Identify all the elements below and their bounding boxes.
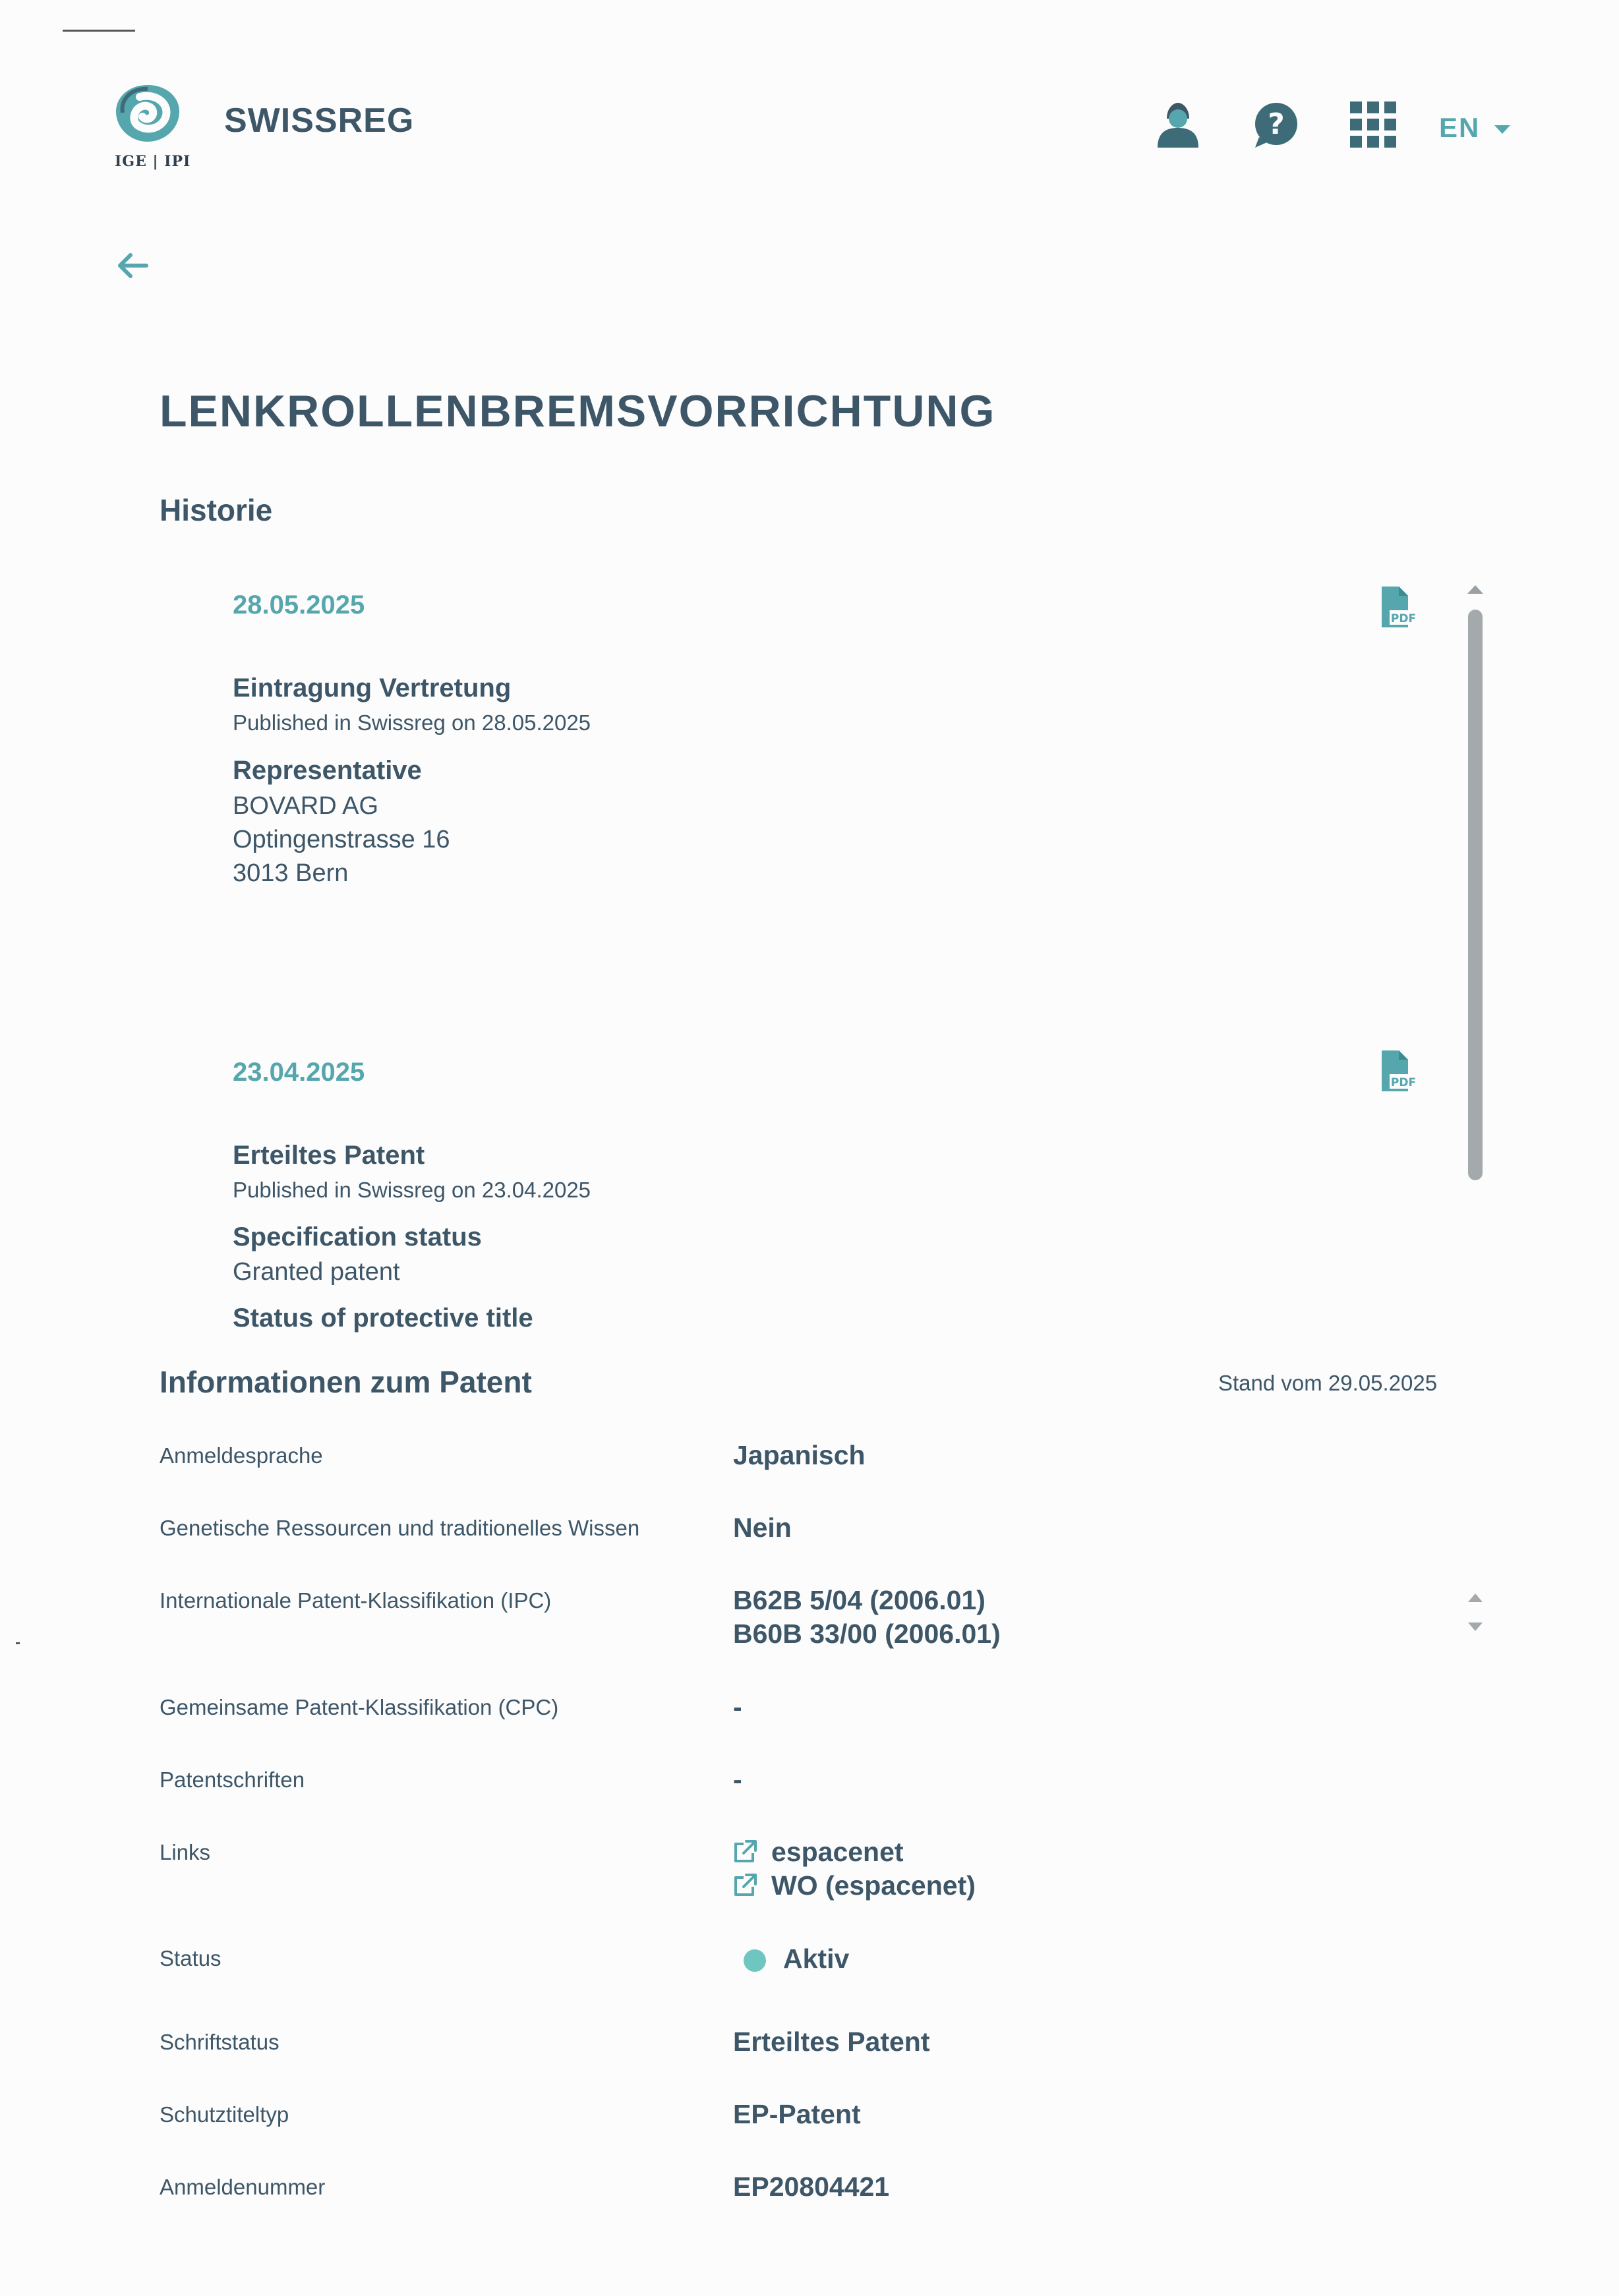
- info-heading: Informationen zum Patent: [160, 1365, 532, 1399]
- history-event: Eintragung Vertretung: [233, 674, 512, 703]
- field-value: Erteiltes Patent: [733, 2026, 930, 2057]
- ipc-code: B60B 33/00 (2006.01): [733, 1619, 1001, 1649]
- external-link-icon: [732, 1872, 758, 1899]
- representative-label: Representative: [233, 756, 422, 785]
- external-link-icon: [732, 1839, 758, 1865]
- link-label[interactable]: WO (espacenet): [771, 1870, 976, 1901]
- back-arrow-icon[interactable]: [113, 249, 153, 282]
- pdf-label: PDF: [1390, 612, 1417, 625]
- field-label: Internationale Patent-Klassifikation (IPC): [160, 1588, 552, 1613]
- stand-date: Stand vom 29.05.2025: [1218, 1371, 1438, 1395]
- ipc-code: B62B 5/04 (2006.01): [733, 1585, 986, 1615]
- logo-mark-icon: [113, 82, 182, 148]
- link-label[interactable]: espacenet: [771, 1836, 904, 1867]
- scroll-up-icon[interactable]: [1468, 1593, 1483, 1602]
- address-line: Optingenstrasse 16: [233, 826, 450, 853]
- field-label: Patentschriften: [160, 1767, 305, 1792]
- wo-espacenet-link[interactable]: [732, 1869, 976, 1902]
- pdf-icon[interactable]: [1378, 585, 1417, 629]
- espacenet-link[interactable]: [732, 1835, 904, 1868]
- specification-status-value: Granted patent: [233, 1258, 400, 1286]
- field-value: -: [733, 1764, 742, 1794]
- field-label: Gemeinsame Patent-Klassifikation (CPC): [160, 1695, 559, 1719]
- specification-status-label: Specification status: [233, 1222, 482, 1251]
- ige-ipi-logo[interactable]: [113, 82, 192, 175]
- history-published: Published in Swissreg on 28.05.2025: [233, 710, 591, 735]
- ipc-values: [733, 1584, 1001, 1651]
- apps-grid-icon[interactable]: [1347, 99, 1399, 150]
- history-heading: Historie: [160, 493, 273, 527]
- brand-name[interactable]: SWISSREG: [224, 101, 415, 140]
- user-icon[interactable]: [1152, 99, 1204, 150]
- status-value: Aktiv: [783, 1943, 850, 1974]
- field-label: Schriftstatus: [160, 2030, 280, 2054]
- status-indicator: [744, 1949, 766, 1972]
- scroll-down-icon[interactable]: [1468, 1622, 1483, 1631]
- history-published: Published in Swissreg on 23.04.2025: [233, 1178, 591, 1202]
- pdf-label: PDF: [1390, 1076, 1417, 1089]
- field-value: EP20804421: [733, 2171, 890, 2202]
- scan-artifact: [16, 1642, 20, 1644]
- logo-text: IGE | IPI: [115, 153, 191, 170]
- field-value: -: [733, 1692, 742, 1722]
- chevron-down-icon[interactable]: [1494, 125, 1510, 134]
- field-label: Anmeldenummer: [160, 2175, 326, 2199]
- field-label: Anmeldesprache: [160, 1443, 323, 1468]
- field-value: Japanisch: [733, 1440, 866, 1470]
- pdf-icon[interactable]: [1378, 1049, 1417, 1093]
- history-event: Erteiltes Patent: [233, 1141, 425, 1170]
- address-line: 3013 Bern: [233, 859, 349, 887]
- history-date: 23.04.2025: [233, 1058, 365, 1087]
- help-icon[interactable]: [1250, 99, 1301, 150]
- scan-artifact: [63, 30, 135, 32]
- field-label: Schutztiteltyp: [160, 2102, 289, 2127]
- scroll-up-icon[interactable]: [1467, 585, 1483, 594]
- field-label: Links: [160, 1840, 211, 1864]
- field-label: Status: [160, 1946, 221, 1970]
- address-line: BOVARD AG: [233, 792, 379, 820]
- history-date: 28.05.2025: [233, 590, 365, 619]
- svg-text:?: ?: [1268, 107, 1285, 141]
- representative-address: [233, 789, 450, 890]
- field-value: EP-Patent: [733, 2099, 861, 2129]
- field-label: Genetische Ressourcen und traditionelles Wissen: [160, 1516, 640, 1540]
- field-value: Nein: [733, 1512, 792, 1543]
- language-selector[interactable]: EN: [1439, 112, 1481, 143]
- history-scrollbar[interactable]: [1468, 610, 1483, 1180]
- page-title: LENKROLLENBREMSVORRICHTUNG: [160, 386, 996, 436]
- protective-title-status-label: Status of protective title: [233, 1304, 533, 1333]
